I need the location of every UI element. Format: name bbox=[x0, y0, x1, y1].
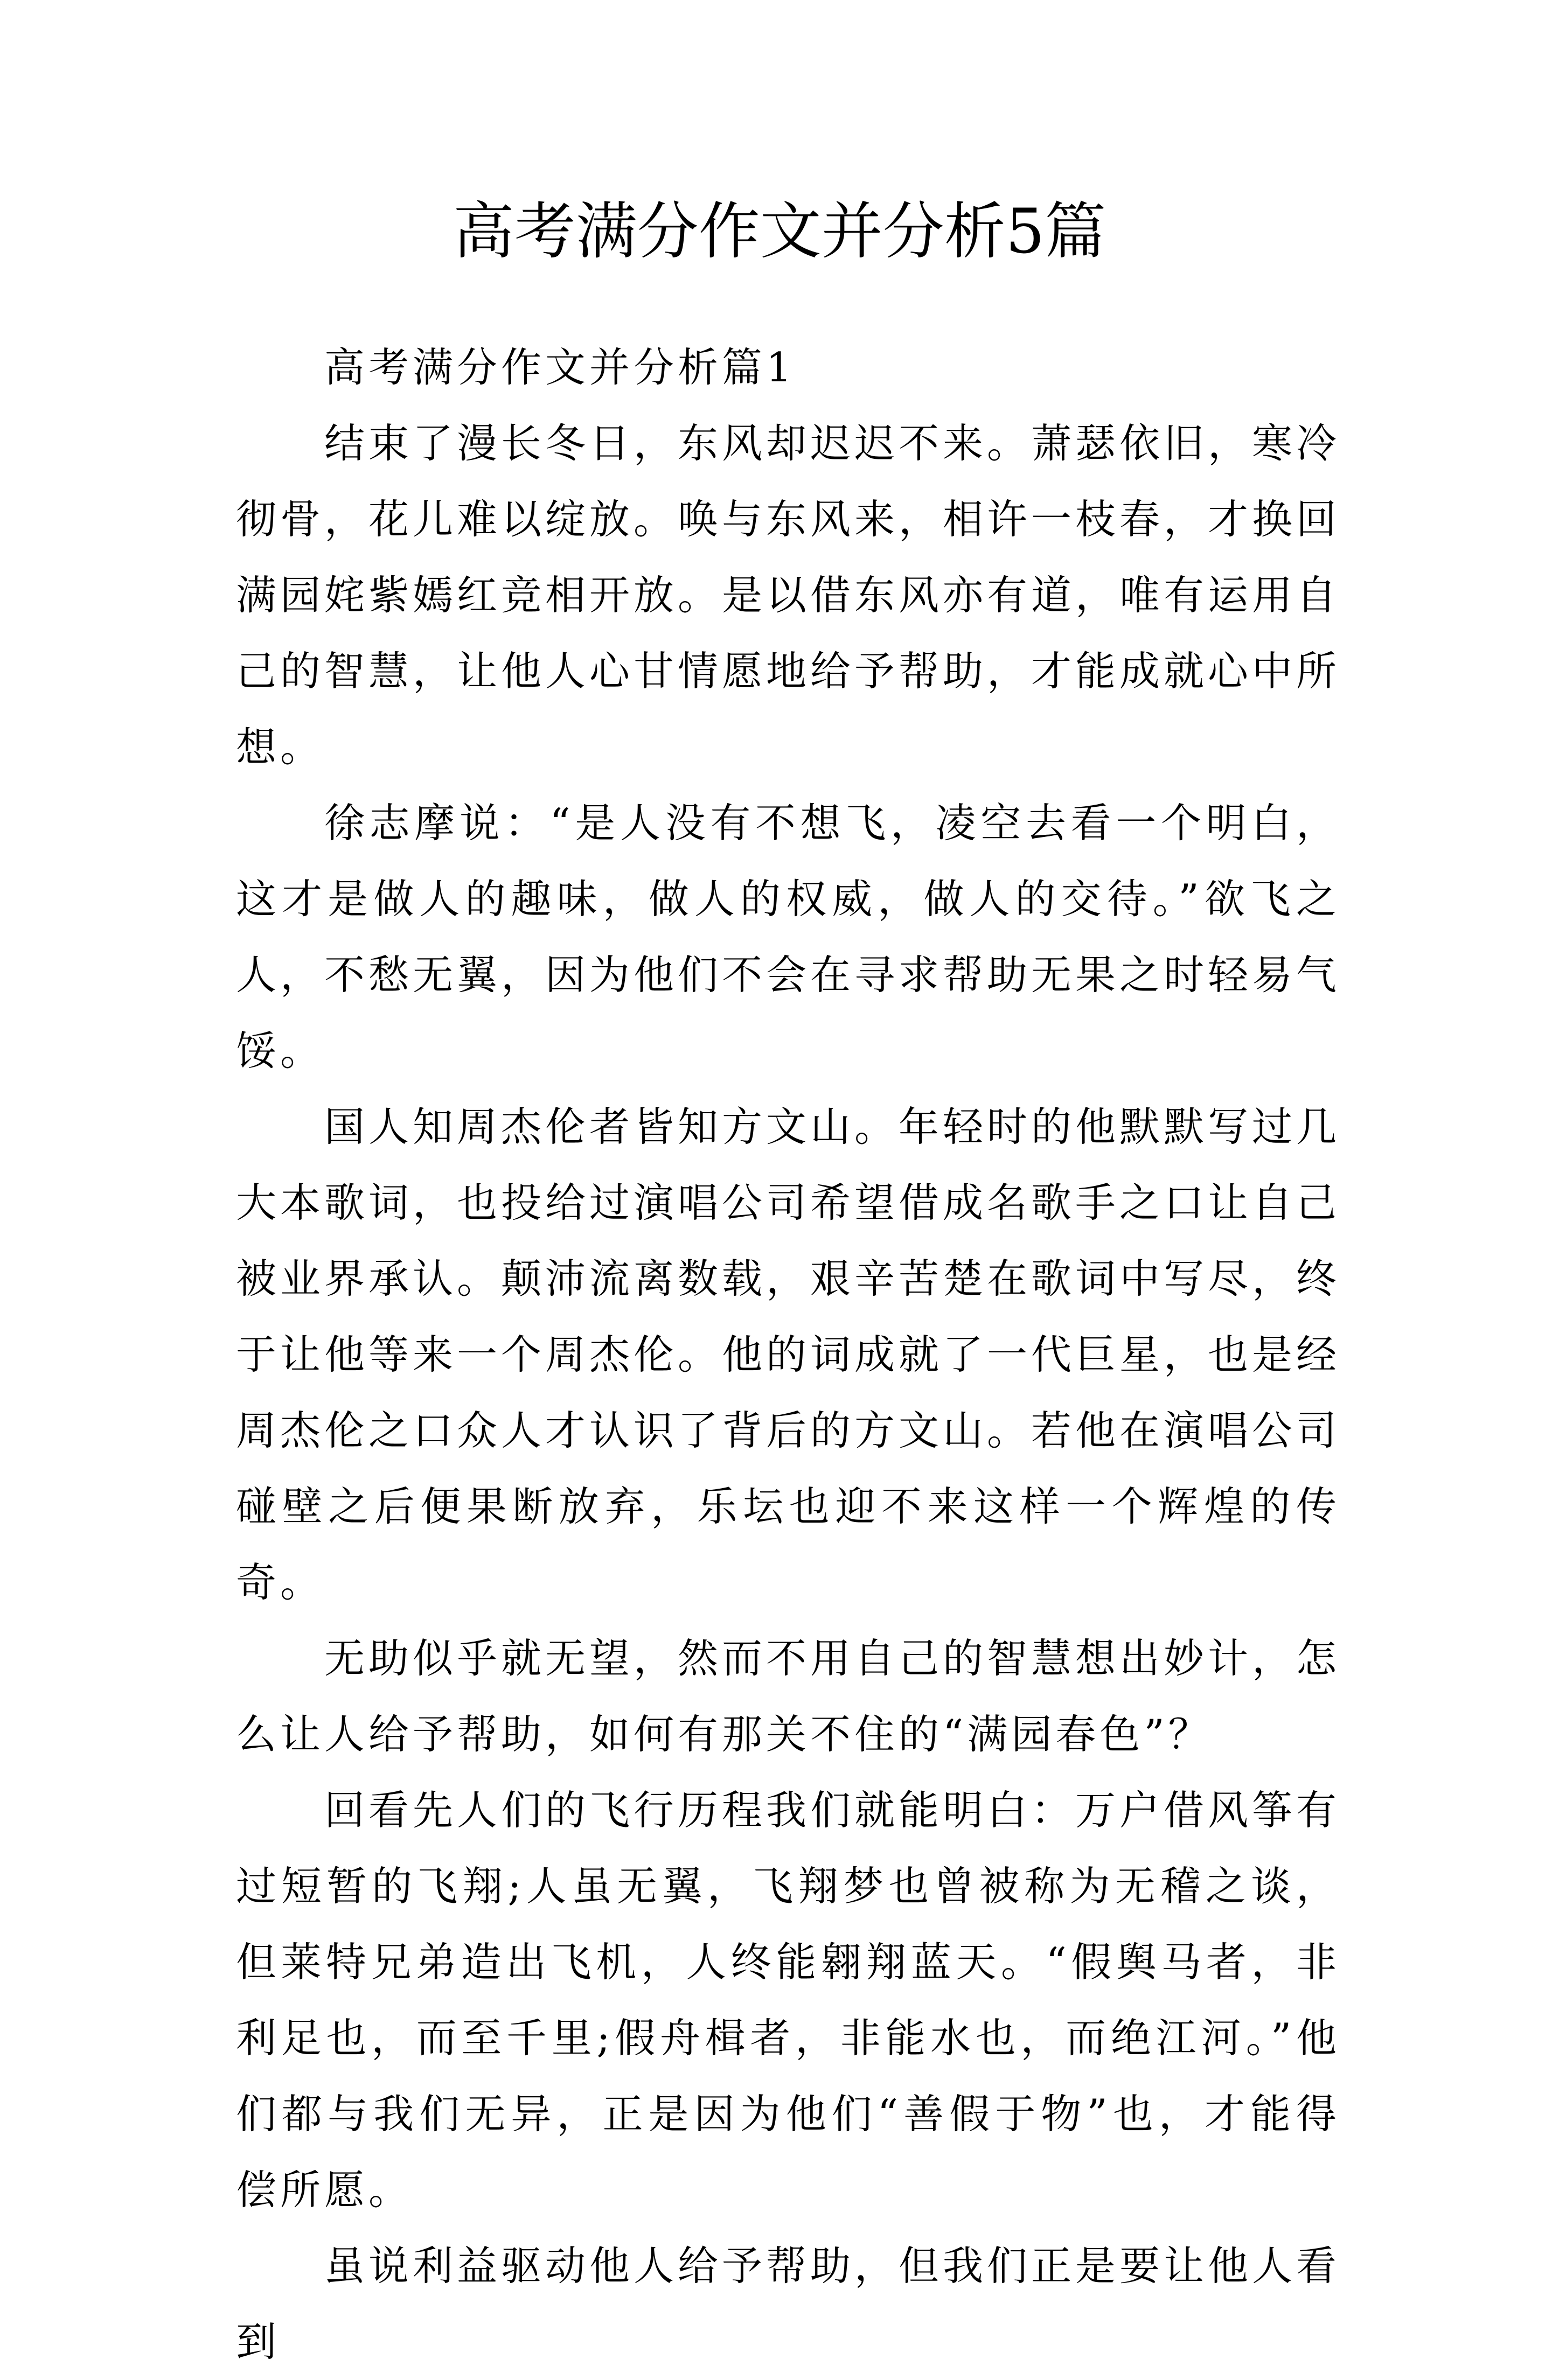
paragraph: 无助似乎就无望，然而不用自己的智慧想出妙计，怎么让人给予帮助，如何有那关不住的“满园春色”？ bbox=[236, 1635, 1341, 1758]
paragraph: 国人知周杰伦者皆知方文山。年轻时的他默默写过几大本歌词，也投给过演唱公司希望借成名歌手之口让自己被业界承认。颠沛流离数载，艰辛苦楚在歌词中写尽，终于让他等来一个周杰伦。他的词成就了一代巨星，也是经周杰伦之口众人才认识了背后的方文山。若他在演唱公司碰壁之后便果断放弃，乐坛也迎不来这样一个辉煌的传奇。 bbox=[236, 1103, 1341, 1606]
paragraph: 回看先人们的飞行历程我们就能明白：万户借风筝有过短暂的飞翔;人虽无翼，飞翔梦也曾被称为无稽之谈，但莱特兄弟造出飞机，人终能翱翔蓝天。“假舆马者，非利足也，而至千里;假舟楫者，非能水也，而绝江河。”他们都与我们无异，正是因为他们“善假于物”也，才能得偿所愿。 bbox=[236, 1786, 1341, 2214]
paragraph: 徐志摩说：“是人没有不想飞，凌空去看一个明白，这才是做人的趣味，做人的权威，做人的交待。”欲飞之人，不愁无翼，因为他们不会在寻求帮助无果之时轻易气馁。 bbox=[236, 799, 1341, 1074]
document-body bbox=[236, 330, 1340, 2380]
paragraph: 虽说利益驱动他人给予帮助，但我们正是要让他人看到 bbox=[236, 2242, 1341, 2365]
section-heading: 高考满分作文并分析篇1 bbox=[324, 344, 796, 391]
document-title: 高考满分作文并分析5篇 bbox=[453, 196, 1106, 267]
paragraph: 结束了漫长冬日，东风却迟迟不来。萧瑟依旧，寒冷彻骨，花儿难以绽放。唤与东风来，相许一枝春，才换回满园姹紫嫣红竞相开放。是以借东风亦有道，唯有运用自己的智慧，让他人心甘情愿地给予帮助，才能成就心中所想。 bbox=[236, 420, 1341, 771]
